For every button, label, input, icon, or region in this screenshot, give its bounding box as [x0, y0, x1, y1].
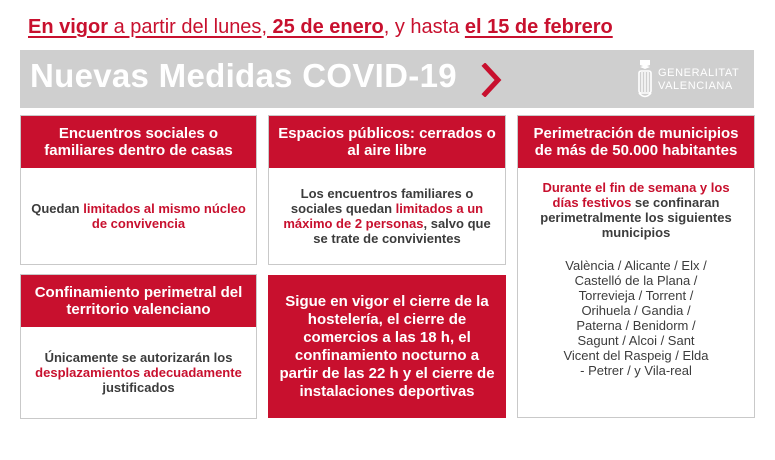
- perimetracion-text-1: Durante el fin de semana y los días festivos: [542, 180, 730, 210]
- confinamiento-text-1: Únicamente se autorizarán los: [44, 350, 233, 365]
- card-perimetracion-body: [518, 168, 754, 417]
- confinamiento-text-3: justificados: [102, 380, 175, 395]
- card-confinamiento-title: Confinamiento perimetral del territorio valenciano: [21, 275, 256, 327]
- card-espacios-text: [279, 186, 495, 246]
- card-confinamiento-perimetral: [20, 274, 257, 419]
- card-confinamiento-text: [31, 350, 246, 395]
- card-encuentros-body: [21, 168, 256, 264]
- date-headline: [28, 16, 613, 39]
- card-encuentros-title: Encuentros sociales o familiares dentro de casas: [21, 116, 256, 168]
- card-espacios-title: Espacios públicos: cerrados o al aire libre: [269, 116, 505, 168]
- card-encuentros-text: [31, 201, 246, 231]
- headline-y-hasta: y hasta: [389, 16, 465, 38]
- card-confinamiento-body: [21, 327, 256, 418]
- municipios-list: València / Alicante / Elx / Castelló de la Plana / Torrevieja / Torrent / Orihuela / Gandia / Paterna / Benidorm / Sagunt / Alcoi / Sant Vicent del Raspeig / Elda - Petrer / y Vila-real: [563, 258, 709, 378]
- espacios-text-1: Los encuentros familiares o sociales quedan: [290, 186, 474, 216]
- perimetracion-text-2: se confinaran perimetralmente los siguientes municipios: [540, 195, 732, 240]
- headline-start-date: 25 de enero: [267, 16, 384, 38]
- coat-of-arms-icon: [636, 58, 654, 102]
- chevron-right-icon: [481, 63, 503, 97]
- logo-line-1: GENERALITAT: [658, 67, 740, 79]
- card-perimetracion-text: [528, 180, 744, 240]
- card-perimetracion-title: Perimetración de municipios de más de 50.000 habitantes: [518, 116, 754, 168]
- generalitat-logo: [636, 58, 748, 102]
- headline-end-date: el 15 de febrero: [464, 16, 613, 38]
- card-perimetracion: [517, 115, 755, 418]
- card-hosteleria: Sigue en vigor el cierre de la hostelería, el cierre de comercios a las 18 h, el confinamiento nocturno a partir de las 22 h y el cierre de instalaciones deportivas: [268, 275, 506, 418]
- headline-en-vigor: En vigor: [28, 16, 109, 38]
- encuentros-text-2: limitados al mismo núcleo de convivencia: [83, 201, 246, 231]
- espacios-text-2: limitados a un máximo de 2 personas: [283, 201, 484, 231]
- logo-text: [658, 67, 739, 93]
- encuentros-text-1: Quedan: [31, 201, 84, 216]
- card-espacios-publicos: [268, 115, 506, 265]
- logo-line-2: VALENCIANA: [658, 80, 733, 92]
- card-encuentros-sociales: [20, 115, 257, 265]
- card-espacios-body: [269, 168, 505, 264]
- headline-a-partir: a partir del lunes: [108, 16, 262, 38]
- confinamiento-text-2: desplazamientos adecuadamente: [35, 365, 242, 380]
- headline-comma-2: ,: [383, 16, 390, 38]
- title-banner: [20, 50, 754, 108]
- espacios-text-3: , salvo que se trate de convivientes: [313, 216, 491, 246]
- headline-comma-1: ,: [261, 16, 267, 38]
- page-title: Nuevas Medidas COVID-19: [30, 57, 457, 94]
